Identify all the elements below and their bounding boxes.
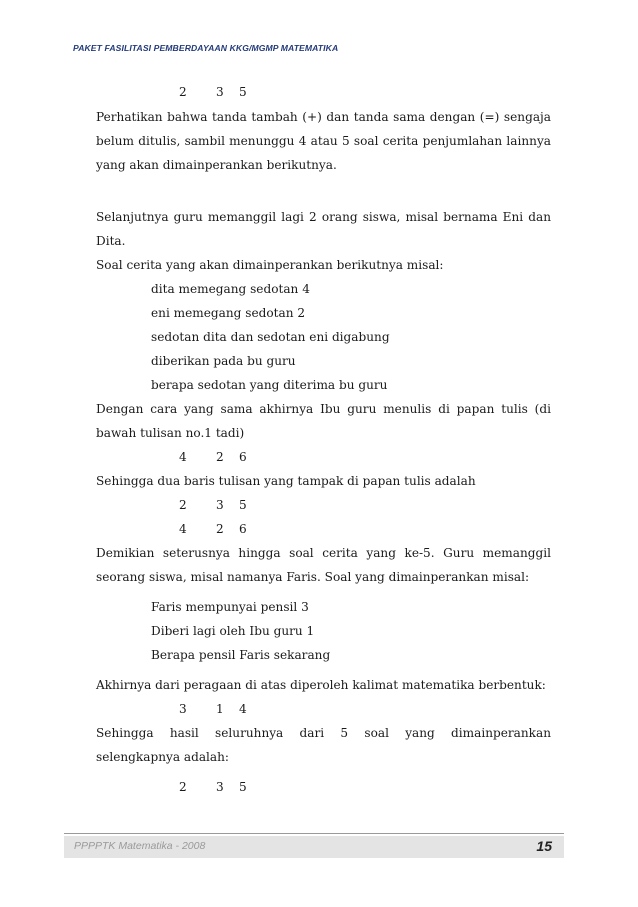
story-line: Diberi lagi oleh Ibu guru 1 xyxy=(151,624,315,638)
page-footer xyxy=(64,836,564,858)
number-row xyxy=(179,493,551,517)
story-line: eni memegang sedotan 2 xyxy=(151,306,306,320)
number-row xyxy=(179,517,551,541)
story-line: Faris mempunyai pensil 3 xyxy=(151,600,309,614)
number-cell: 5 xyxy=(239,498,247,512)
paragraph: Sehingga hasil seluruhnya dari 5 soal yang dimainperankan selengkapnya adalah: xyxy=(96,726,551,764)
page-header: PAKET FASILITASI PEMBERDAYAAN KKG/MGMP MATEMATIKA xyxy=(73,43,339,53)
number-cell: 2 xyxy=(216,450,224,464)
paragraph: Sehingga dua baris tulisan yang tampak di papan tulis adalah xyxy=(96,474,476,488)
paragraph: Dengan cara yang sama akhirnya Ibu guru menulis di papan tulis (di bawah tulisan no.1 tadi) xyxy=(96,402,551,440)
paragraph: Soal cerita yang akan dimainperankan berikutnya misal: xyxy=(96,258,444,272)
number-row xyxy=(179,697,551,721)
number-cell: 4 xyxy=(239,702,247,716)
footer-divider xyxy=(64,833,564,834)
number-row xyxy=(179,445,551,469)
story-line: diberikan pada bu guru xyxy=(151,354,296,368)
number-cell: 6 xyxy=(239,450,247,464)
story-line: Berapa pensil Faris sekarang xyxy=(151,648,331,662)
number-cell: 2 xyxy=(179,780,187,794)
page-number: 15 xyxy=(536,838,552,854)
story-line: sedotan dita dan sedotan eni digabung xyxy=(151,330,390,344)
number-cell: 4 xyxy=(179,450,187,464)
number-cell: 2 xyxy=(179,498,187,512)
number-cell: 3 xyxy=(216,85,224,99)
number-cell: 4 xyxy=(179,522,187,536)
number-cell: 3 xyxy=(216,780,224,794)
number-cell: 2 xyxy=(216,522,224,536)
paragraph: Selanjutnya guru memanggil lagi 2 orang siswa, misal bernama Eni dan Dita. xyxy=(96,210,551,248)
number-row xyxy=(179,80,551,104)
number-cell: 2 xyxy=(179,85,187,99)
story-line: berapa sedotan yang diterima bu guru xyxy=(151,378,388,392)
number-cell: 3 xyxy=(216,498,224,512)
footer-text: PPPPTK Matematika - 2008 xyxy=(74,840,206,852)
paragraph: Akhirnya dari peragaan di atas diperoleh kalimat matematika berbentuk: xyxy=(96,678,546,692)
paragraph: Perhatikan bahwa tanda tambah (+) dan tanda sama dengan (=) sengaja belum ditulis, sambil menunggu 4 atau 5 soal cerita penjumlahan lainnya yang akan dimainperankan berikutnya. xyxy=(96,110,551,172)
number-cell: 3 xyxy=(179,702,187,716)
number-row xyxy=(179,775,551,799)
number-cell: 5 xyxy=(239,85,247,99)
story-line: dita memegang sedotan 4 xyxy=(151,282,310,296)
paragraph: Demikian seterusnya hingga soal cerita yang ke-5. Guru memanggil seorang siswa, misal namanya Faris. Soal yang dimainperankan misal: xyxy=(96,546,551,584)
number-cell: 5 xyxy=(239,780,247,794)
number-cell: 6 xyxy=(239,522,247,536)
number-cell: 1 xyxy=(216,702,224,716)
